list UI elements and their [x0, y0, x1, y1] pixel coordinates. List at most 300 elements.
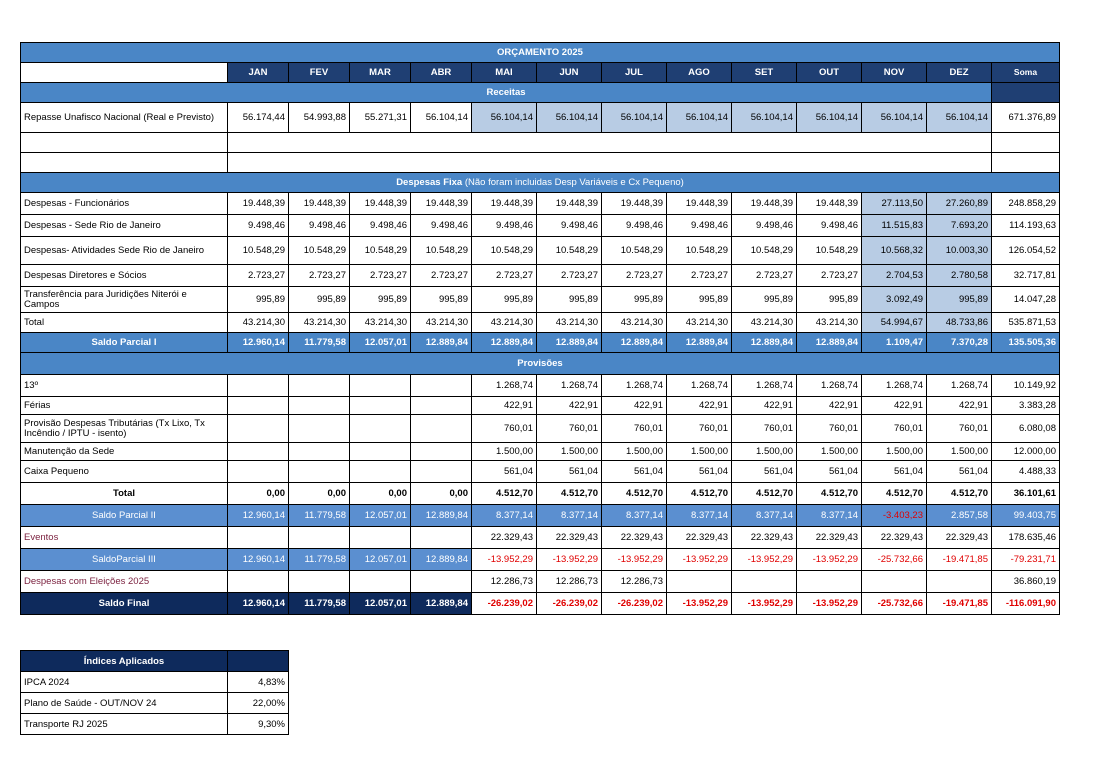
month-header: NOV: [862, 63, 927, 83]
despesas-header-cell: [21, 173, 1060, 193]
month-value: 9.498,46: [411, 215, 472, 237]
month-value: -13.952,29: [537, 549, 602, 571]
blank-cell: [602, 133, 667, 153]
month-value: 56.104,14: [537, 103, 602, 133]
budget-title: [21, 43, 1060, 63]
month-value: 4.512,70: [537, 483, 602, 505]
soma-value: 535.871,53: [992, 313, 1060, 333]
month-value: 12.960,14: [228, 505, 289, 527]
month-value: 22.329,43: [472, 527, 537, 549]
month-value: 422,91: [667, 397, 732, 415]
month-value: 10.548,29: [289, 237, 350, 265]
month-value: 995,89: [350, 287, 411, 313]
table-row: [21, 287, 1060, 313]
month-header: JUL: [602, 63, 667, 83]
month-value: 995,89: [797, 287, 862, 313]
month-value: 3.092,49: [862, 287, 927, 313]
blank-cell: [21, 153, 228, 173]
blank-cell: [862, 153, 927, 173]
saldo-parcial-2-row: [21, 505, 1060, 527]
month-value: 10.548,29: [797, 237, 862, 265]
month-value: 12.286,73: [472, 571, 537, 593]
month-value: 422,91: [537, 397, 602, 415]
month-value: 2.723,27: [667, 265, 732, 287]
month-value: -13.952,29: [602, 549, 667, 571]
saldo-final-row: [21, 593, 1060, 615]
month-value: 9.498,46: [350, 215, 411, 237]
month-value: -19.471,85: [927, 593, 992, 615]
month-value: 10.548,29: [411, 237, 472, 265]
month-value: 19.448,39: [289, 193, 350, 215]
soma-header: Soma: [992, 63, 1060, 83]
month-value: 561,04: [667, 461, 732, 483]
header-blank: [21, 63, 228, 83]
month-value: 9.498,46: [289, 215, 350, 237]
table-row: [21, 237, 1060, 265]
month-value: 19.448,39: [667, 193, 732, 215]
row-label: Caixa Pequeno: [21, 461, 228, 483]
month-value: 12.889,84: [797, 333, 862, 353]
month-value: 422,91: [472, 397, 537, 415]
blank-cell: [797, 153, 862, 173]
row-label: Repasse Unafisco Nacional (Real e Previsto): [21, 103, 228, 133]
month-value: [289, 571, 350, 593]
month-value: [289, 443, 350, 461]
month-value: 43.214,30: [667, 313, 732, 333]
month-value: 19.448,39: [537, 193, 602, 215]
month-value: 22.329,43: [602, 527, 667, 549]
month-value: [797, 571, 862, 593]
month-value: 27.260,89: [927, 193, 992, 215]
month-value: 8.377,14: [602, 505, 667, 527]
blank-cell: [927, 153, 992, 173]
month-value: 10.548,29: [537, 237, 602, 265]
month-value: [411, 443, 472, 461]
saldo-parcial-3-row: [21, 549, 1060, 571]
month-value: 43.214,30: [350, 313, 411, 333]
row-label: Total: [21, 483, 228, 505]
month-value: [350, 461, 411, 483]
month-value: 1.268,74: [732, 375, 797, 397]
month-value: 561,04: [537, 461, 602, 483]
despesas-header-note: (Não foram incluidas Desp Variáveis e Cx Pequeno): [462, 177, 684, 188]
soma-value: 10.149,92: [992, 375, 1060, 397]
month-value: 56.104,14: [411, 103, 472, 133]
month-value: 10.568,32: [862, 237, 927, 265]
soma-value: 248.858,29: [992, 193, 1060, 215]
month-value: 9.498,46: [472, 215, 537, 237]
budget-title-cell: ORÇAMENTO 2025: [21, 43, 1060, 63]
month-value: 48.733,86: [927, 313, 992, 333]
month-value: 995,89: [927, 287, 992, 313]
soma-value: -116.091,90: [992, 593, 1060, 615]
month-value: 19.448,39: [797, 193, 862, 215]
month-value: 43.214,30: [472, 313, 537, 333]
month-value: 1.109,47: [862, 333, 927, 353]
month-value: -13.952,29: [732, 593, 797, 615]
provisoes-header: [21, 353, 1060, 375]
soma-value: 114.193,63: [992, 215, 1060, 237]
blank-cell: [667, 133, 732, 153]
month-value: 12.057,01: [350, 549, 411, 571]
month-value: 12.057,01: [350, 593, 411, 615]
month-value: 1.268,74: [472, 375, 537, 397]
month-value: 995,89: [228, 287, 289, 313]
month-value: 19.448,39: [350, 193, 411, 215]
index-label: Plano de Saúde - OUT/NOV 24: [21, 693, 228, 714]
month-value: 22.329,43: [732, 527, 797, 549]
month-value: -13.952,29: [732, 549, 797, 571]
month-value: 12.889,84: [411, 333, 472, 353]
month-header: ABR: [411, 63, 472, 83]
month-value: -26.239,02: [602, 593, 667, 615]
month-value: 12.889,84: [411, 593, 472, 615]
soma-value: 12.000,00: [992, 443, 1060, 461]
soma-value: 671.376,89: [992, 103, 1060, 133]
index-value: 4,83%: [228, 672, 289, 693]
month-value: 19.448,39: [411, 193, 472, 215]
despesas-header-title: Despesas Fixa: [396, 177, 463, 188]
month-value: 4.512,70: [927, 483, 992, 505]
month-value: 11.515,83: [862, 215, 927, 237]
month-value: 8.377,14: [732, 505, 797, 527]
month-value: 1.500,00: [732, 443, 797, 461]
month-value: 2.780,58: [927, 265, 992, 287]
month-value: [411, 571, 472, 593]
month-header: JAN: [228, 63, 289, 83]
month-value: 2.723,27: [537, 265, 602, 287]
month-value: 43.214,30: [537, 313, 602, 333]
month-value: 760,01: [797, 415, 862, 443]
month-value: 422,91: [732, 397, 797, 415]
month-value: 760,01: [472, 415, 537, 443]
month-value: [350, 443, 411, 461]
month-value: 760,01: [537, 415, 602, 443]
month-header: AGO: [667, 63, 732, 83]
month-value: 12.057,01: [350, 505, 411, 527]
month-value: 995,89: [472, 287, 537, 313]
blank-cell: [228, 133, 289, 153]
month-value: 8.377,14: [537, 505, 602, 527]
month-value: 12.889,84: [667, 333, 732, 353]
month-value: 422,91: [927, 397, 992, 415]
month-value: 9.498,46: [797, 215, 862, 237]
row-label: Despesas Diretores e Sócios: [21, 265, 228, 287]
row-label: 13º: [21, 375, 228, 397]
month-value: 10.548,29: [732, 237, 797, 265]
month-value: 10.548,29: [350, 237, 411, 265]
month-value: [289, 527, 350, 549]
month-value: 43.214,30: [602, 313, 667, 333]
table-row: [21, 103, 1060, 133]
month-header: JUN: [537, 63, 602, 83]
month-value: [732, 571, 797, 593]
index-value: 9,30%: [228, 714, 289, 735]
month-value: [228, 375, 289, 397]
month-value: [862, 571, 927, 593]
month-value: 12.286,73: [602, 571, 667, 593]
month-value: 56.104,14: [667, 103, 732, 133]
month-value: -26.239,02: [472, 593, 537, 615]
month-value: [927, 571, 992, 593]
row-label: SaldoParcial III: [21, 549, 228, 571]
month-value: 55.271,31: [350, 103, 411, 133]
month-value: 19.448,39: [228, 193, 289, 215]
month-value: 12.889,84: [732, 333, 797, 353]
blank-cell: [602, 153, 667, 173]
month-value: 12.889,84: [411, 505, 472, 527]
month-value: 12.889,84: [602, 333, 667, 353]
despesas-header: [21, 173, 1060, 193]
blank-cell: [289, 133, 350, 153]
provisoes-total-row: [21, 483, 1060, 505]
row-label: Provisão Despesas Tributárias (Tx Lixo, Tx Incêndio / IPTU - isento): [21, 415, 228, 443]
month-value: -13.952,29: [797, 593, 862, 615]
month-value: 56.174,44: [228, 103, 289, 133]
month-value: 2.723,27: [350, 265, 411, 287]
month-value: 19.448,39: [732, 193, 797, 215]
month-value: 10.548,29: [667, 237, 732, 265]
month-value: 11.779,58: [289, 333, 350, 353]
month-value: 7.370,28: [927, 333, 992, 353]
eventos-row: [21, 527, 1060, 549]
month-value: 0,00: [228, 483, 289, 505]
month-value: 760,01: [667, 415, 732, 443]
month-value: -13.952,29: [667, 549, 732, 571]
month-value: 2.723,27: [602, 265, 667, 287]
month-value: 9.498,46: [537, 215, 602, 237]
blank-cell: [732, 153, 797, 173]
month-value: 22.329,43: [537, 527, 602, 549]
row-label: Eventos: [21, 527, 228, 549]
month-value: 0,00: [289, 483, 350, 505]
month-value: 4.512,70: [667, 483, 732, 505]
month-value: 12.889,84: [537, 333, 602, 353]
month-value: 1.268,74: [862, 375, 927, 397]
month-value: 56.104,14: [862, 103, 927, 133]
table-row: [21, 193, 1060, 215]
month-value: 2.723,27: [732, 265, 797, 287]
month-header: DEZ: [927, 63, 992, 83]
month-value: [228, 571, 289, 593]
month-value: -25.732,66: [862, 549, 927, 571]
month-value: 995,89: [732, 287, 797, 313]
month-value: 22.329,43: [667, 527, 732, 549]
month-value: 2.704,53: [862, 265, 927, 287]
month-value: 760,01: [732, 415, 797, 443]
month-value: 995,89: [537, 287, 602, 313]
provisoes-header-cell: Provisões: [21, 353, 1060, 375]
soma-value: 4.488,33: [992, 461, 1060, 483]
month-header: MAI: [472, 63, 537, 83]
month-value: 561,04: [732, 461, 797, 483]
month-value: 1.268,74: [797, 375, 862, 397]
row-label: Despesas com Eleições 2025: [21, 571, 228, 593]
saldo-parcial-1-row: [21, 333, 1060, 353]
month-header: SET: [732, 63, 797, 83]
month-value: 4.512,70: [602, 483, 667, 505]
month-value: 7.693,20: [927, 215, 992, 237]
month-value: 12.889,84: [411, 549, 472, 571]
soma-value: 178.635,46: [992, 527, 1060, 549]
blank-cell: [411, 153, 472, 173]
budget-table: [20, 42, 1060, 615]
month-value: 56.104,14: [732, 103, 797, 133]
month-value: 43.214,30: [797, 313, 862, 333]
month-value: [350, 375, 411, 397]
month-value: 12.057,01: [350, 333, 411, 353]
month-value: -25.732,66: [862, 593, 927, 615]
month-value: 56.104,14: [797, 103, 862, 133]
month-value: 43.214,30: [732, 313, 797, 333]
month-value: -13.952,29: [797, 549, 862, 571]
month-value: 43.214,30: [411, 313, 472, 333]
month-value: 2.857,58: [927, 505, 992, 527]
month-value: [289, 397, 350, 415]
soma-value: 126.054,52: [992, 237, 1060, 265]
month-value: [228, 461, 289, 483]
month-value: 995,89: [289, 287, 350, 313]
month-value: 1.500,00: [537, 443, 602, 461]
month-value: [411, 527, 472, 549]
month-value: 2.723,27: [411, 265, 472, 287]
month-value: 760,01: [862, 415, 927, 443]
month-value: 8.377,14: [472, 505, 537, 527]
month-value: 10.548,29: [602, 237, 667, 265]
month-value: 9.498,46: [667, 215, 732, 237]
month-value: -13.952,29: [472, 549, 537, 571]
table-row: [21, 397, 1060, 415]
month-value: 2.723,27: [797, 265, 862, 287]
indices-header: Índices Aplicados: [21, 651, 228, 672]
month-value: 22.329,43: [862, 527, 927, 549]
blank-cell: [289, 153, 350, 173]
month-value: 9.498,46: [602, 215, 667, 237]
month-value: 4.512,70: [797, 483, 862, 505]
soma-value: 3.383,28: [992, 397, 1060, 415]
month-value: 0,00: [350, 483, 411, 505]
soma-value: 6.080,08: [992, 415, 1060, 443]
month-value: [350, 415, 411, 443]
row-label: Saldo Final: [21, 593, 228, 615]
row-label: Despesas - Funcionários: [21, 193, 228, 215]
month-value: 22.329,43: [797, 527, 862, 549]
month-value: [289, 415, 350, 443]
month-value: [350, 397, 411, 415]
month-value: 1.500,00: [472, 443, 537, 461]
month-header: FEV: [289, 63, 350, 83]
month-value: [289, 461, 350, 483]
blank-cell: [667, 153, 732, 173]
table-row: [21, 215, 1060, 237]
month-value: [228, 415, 289, 443]
month-value: [228, 443, 289, 461]
row-label: Transferência para Juridições Niterói e Campos: [21, 287, 228, 313]
month-value: 12.286,73: [537, 571, 602, 593]
month-value: 56.104,14: [927, 103, 992, 133]
blank-cell: [350, 133, 411, 153]
table-row: [21, 443, 1060, 461]
month-value: 10.548,29: [472, 237, 537, 265]
blank-row: [21, 153, 1060, 173]
receitas-header-soma: [992, 83, 1060, 103]
month-value: 11.779,58: [289, 593, 350, 615]
month-value: 4.512,70: [732, 483, 797, 505]
soma-value: 36.860,19: [992, 571, 1060, 593]
blank-cell: [862, 133, 927, 153]
indices-table: [20, 650, 289, 735]
month-value: 1.268,74: [602, 375, 667, 397]
receitas-header: [21, 83, 1060, 103]
month-header: OUT: [797, 63, 862, 83]
month-value: 1.500,00: [797, 443, 862, 461]
index-label: Transporte RJ 2025: [21, 714, 228, 735]
blank-cell: [537, 133, 602, 153]
month-value: 561,04: [602, 461, 667, 483]
month-value: -26.239,02: [537, 593, 602, 615]
month-value: 0,00: [411, 483, 472, 505]
soma-value: 36.101,61: [992, 483, 1060, 505]
blank-cell: [350, 153, 411, 173]
month-value: [289, 375, 350, 397]
month-value: 9.498,46: [228, 215, 289, 237]
row-label: Manutenção da Sede: [21, 443, 228, 461]
month-value: -13.952,29: [667, 593, 732, 615]
month-value: 12.960,14: [228, 549, 289, 571]
month-value: 1.500,00: [602, 443, 667, 461]
month-value: -3.403,23: [862, 505, 927, 527]
blank-cell: [472, 153, 537, 173]
indices-header-blank: [228, 651, 289, 672]
table-row: [21, 461, 1060, 483]
blank-cell: [537, 153, 602, 173]
soma-value: 32.717,81: [992, 265, 1060, 287]
month-value: [411, 461, 472, 483]
row-label: Despesas - Sede Rio de Janeiro: [21, 215, 228, 237]
month-value: [411, 415, 472, 443]
month-value: [228, 527, 289, 549]
blank-cell: [472, 133, 537, 153]
month-value: [667, 571, 732, 593]
index-value: 22,00%: [228, 693, 289, 714]
month-header: MAR: [350, 63, 411, 83]
row-label: Férias: [21, 397, 228, 415]
eleicoes-row: [21, 571, 1060, 593]
month-value: -19.471,85: [927, 549, 992, 571]
row-label: Saldo Parcial II: [21, 505, 228, 527]
month-value: 561,04: [472, 461, 537, 483]
month-value: 760,01: [602, 415, 667, 443]
month-value: 54.993,88: [289, 103, 350, 133]
month-value: 8.377,14: [667, 505, 732, 527]
blank-cell: [992, 133, 1060, 153]
month-value: 43.214,30: [228, 313, 289, 333]
receitas-header-cell: Receitas: [21, 83, 992, 103]
month-value: 27.113,50: [862, 193, 927, 215]
month-value: 43.214,30: [289, 313, 350, 333]
month-value: 995,89: [411, 287, 472, 313]
month-value: 1.268,74: [927, 375, 992, 397]
month-value: 561,04: [797, 461, 862, 483]
soma-value: 99.403,75: [992, 505, 1060, 527]
month-value: 422,91: [602, 397, 667, 415]
month-value: 4.512,70: [472, 483, 537, 505]
month-value: 422,91: [862, 397, 927, 415]
blank-cell: [21, 133, 228, 153]
month-value: 9.498,46: [732, 215, 797, 237]
soma-value: -79.231,71: [992, 549, 1060, 571]
month-value: 561,04: [862, 461, 927, 483]
